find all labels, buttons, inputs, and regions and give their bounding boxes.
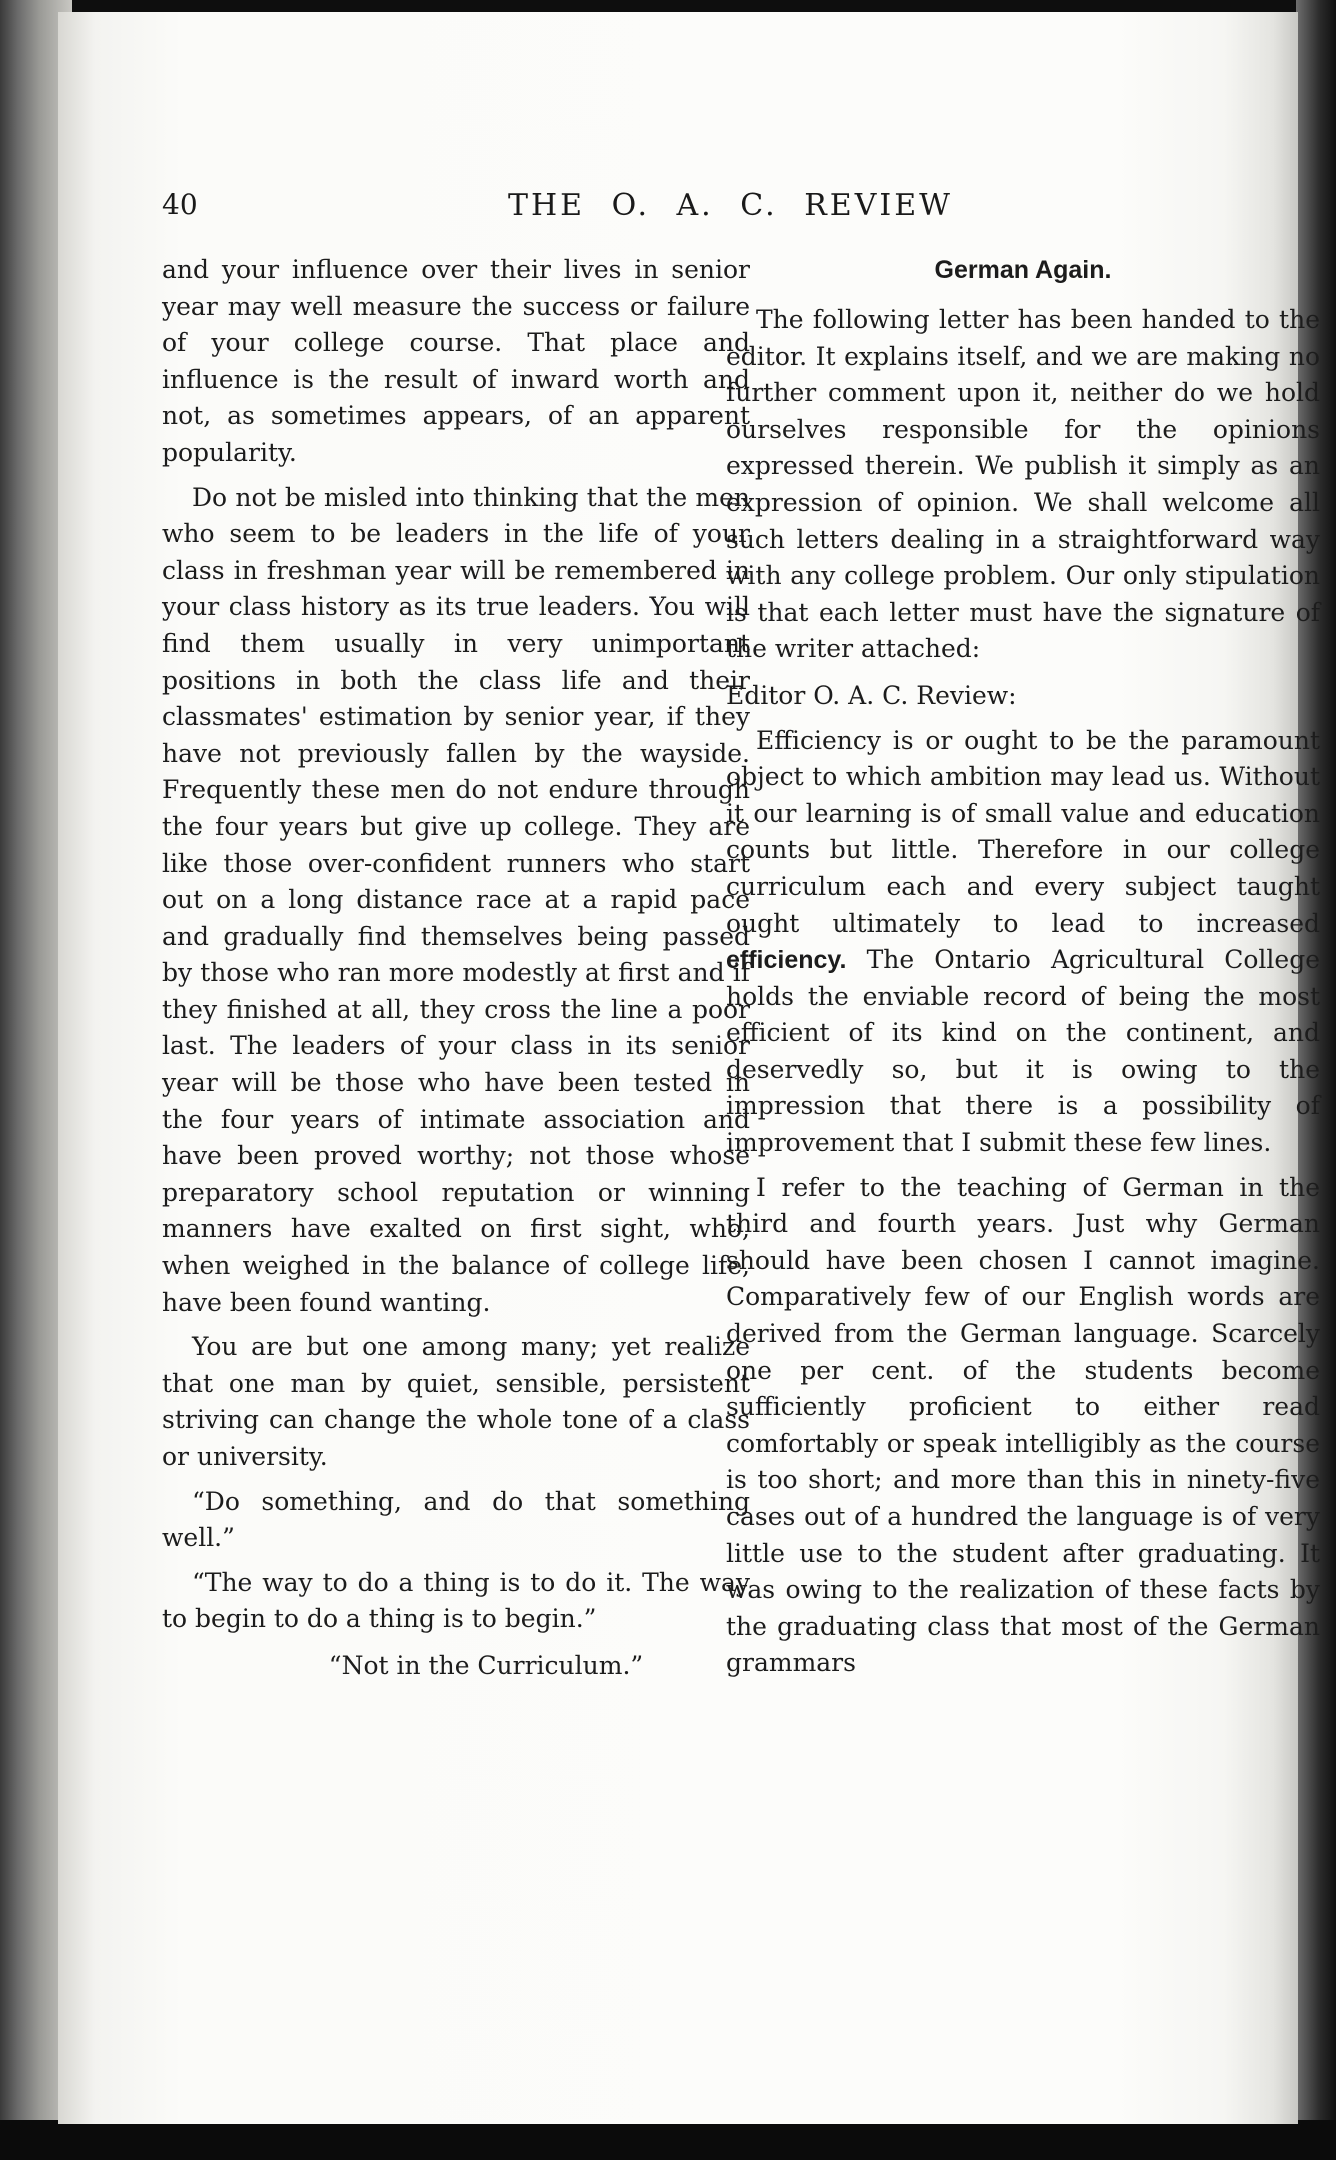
right-column [726, 252, 1320, 1690]
article-heading: German Again. [934, 256, 1112, 284]
letter-salutation: Editor O. A. C. Review: [726, 680, 1017, 710]
quote-paragraph: “Do something, and do that something well.” [162, 1486, 750, 1553]
page-number: 40 [162, 188, 198, 221]
paragraph: and your influence over their lives in senior year may well measure the success or failure of your college course. That place and influence is the result of inward worth and not, as sometimes appears, of an apparent popularity. [162, 255, 750, 467]
left-column [162, 252, 750, 1693]
page-header [58, 188, 1298, 228]
letter-paragraph [726, 723, 1320, 1162]
quote-paragraph: “The way to do a thing is to do it. The way to begin to do a thing is to begin.” [162, 1567, 750, 1634]
scan-bottom-edge [0, 2120, 1336, 2160]
letter-text: The Ontario Agricultural College holds the enviable record of being the most efficient of its kind on the continent, and deservedly so, but it is owing to the impression that there is a possibility of improvement that I submit these few lines. [726, 945, 1321, 1158]
editor-intro: The following letter has been handed to the editor. It explains itself, and we are making no further comment upon it, neither do we hold ourselves responsible for the opinions expressed therein. We publish it simply as an expression of opinion. We shall welcome all such letters dealing in a straightforward way with any college problem. Our only stipulation is that each letter must have the signature of the writer attached: [726, 305, 1320, 664]
letter-paragraph: I refer to the teaching of German in the third and fourth years. Just why German should have been chosen I cannot imagine. Comparatively few of our English words are derived from the German language. Scarcely one per cent. of the students become sufficiently proficient to either read comfortably or speak intelligibly as the course is too short; and more than this in ninety-five cases out of a hundred the language is of very little use to the student after graduating. It was owing to the realization of these facts by the graduating class that most of the German grammars [726, 1172, 1320, 1678]
running-head: THE O. A. C. REVIEW [508, 188, 953, 223]
printed-page [58, 12, 1321, 2124]
letter-text: Efficiency is or ought to be the paramount object to which ambition may lead us. Without it our learning is of small value and education counts but little. Therefore in our college curriculum each and every subject taught ought ultimately to lead to increased [726, 725, 1320, 938]
bold-word: efficiency. [726, 946, 847, 975]
paragraph: Do not be misled into thinking that the men who seem to be leaders in the life of your class in freshman year will be remembered in your class history as its true leaders. You will find them usually in very unimportant positions in both the class life and their classmates' estimation by senior year, if they have not previously fallen by the wayside. Frequently these men do not endure through the four years but give up college. They are like those over-confident runners who start out on a long distance race at a rapid pace and gradually find themselves being passed by those who ran more modestly at first and if they finished at all, they cross the line a poor last. The leaders of your class in its senior year will be those who have been tested in the four years of intimate association and have been proved worthy; not those whose preparatory school reputation or winning manners have exalted on first sight, who, when weighed in the balance of college life, have been found wanting. [162, 482, 750, 1317]
paragraph: You are but one among many; yet realize that one man by quiet, sensible, persistent striving can change the whole tone of a class or university. [162, 1332, 750, 1471]
article-signature: “Not in the Curriculum.” [328, 1650, 644, 1680]
